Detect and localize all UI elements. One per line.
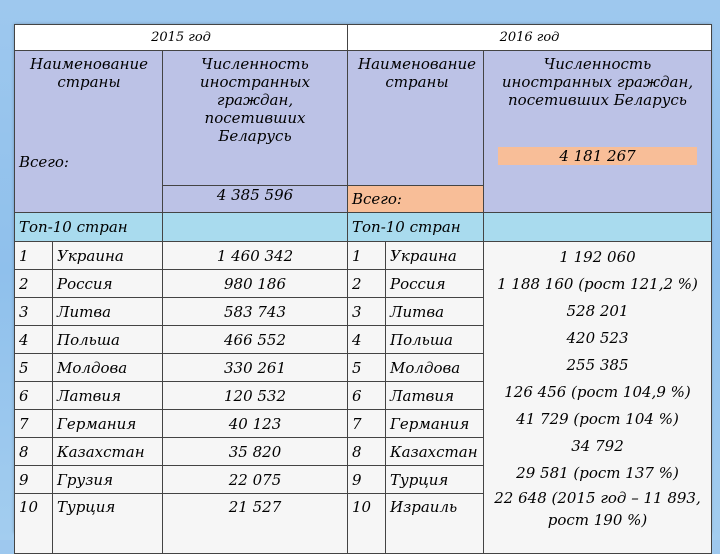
rank-2016: 7 bbox=[348, 410, 386, 438]
rank-2016: 6 bbox=[348, 382, 386, 410]
country-2015: Латвия bbox=[53, 382, 163, 410]
table-row bbox=[15, 242, 712, 270]
top10-row bbox=[15, 213, 712, 242]
rank-2015: 2 bbox=[15, 270, 53, 298]
total-label-2015: Всего: bbox=[19, 153, 69, 171]
country-2016: Украина bbox=[386, 242, 484, 270]
country-2015: Грузия bbox=[53, 466, 163, 494]
value-2015: 980 186 bbox=[163, 270, 348, 298]
rank-2016: 4 bbox=[348, 326, 386, 354]
country-2015: Литва bbox=[53, 298, 163, 326]
value-2015: 330 261 bbox=[163, 354, 348, 382]
value-2015: 583 743 bbox=[163, 298, 348, 326]
country-2015: Молдова bbox=[53, 354, 163, 382]
value-2016: 29 581 (рост 137 %) bbox=[516, 464, 679, 482]
country-name-header-text-2015: Наименование страны bbox=[29, 55, 148, 91]
rank-2016: 5 bbox=[348, 354, 386, 382]
top10-empty-2015 bbox=[163, 213, 348, 242]
tourism-table bbox=[14, 24, 712, 554]
value-2016: 255 385 bbox=[566, 356, 629, 374]
value-2016: 420 523 bbox=[566, 329, 629, 347]
rank-2015: 9 bbox=[15, 466, 53, 494]
year-2015-header: 2015 год bbox=[15, 25, 348, 51]
rank-2015: 7 bbox=[15, 410, 53, 438]
country-2016: Литва bbox=[386, 298, 484, 326]
value-2015: 21 527 bbox=[163, 494, 348, 554]
value-2016: 1 188 160 (рост 121,2 %) bbox=[497, 275, 698, 293]
top10-empty-2016 bbox=[484, 213, 712, 242]
rank-2015: 5 bbox=[15, 354, 53, 382]
value-2016: 34 792 bbox=[571, 437, 624, 455]
year-row bbox=[15, 25, 712, 51]
rank-2015: 10 bbox=[15, 494, 53, 554]
values-2016-column bbox=[484, 242, 712, 554]
country-2016: Израиль bbox=[386, 494, 484, 554]
country-2015: Украина bbox=[53, 242, 163, 270]
column-header-row bbox=[15, 51, 712, 186]
value-2016: 41 729 (рост 104 %) bbox=[516, 410, 679, 428]
rank-2015: 3 bbox=[15, 298, 53, 326]
country-2015: Турция bbox=[53, 494, 163, 554]
value-2015: 466 552 bbox=[163, 326, 348, 354]
country-2015: Казахстан bbox=[53, 438, 163, 466]
country-name-header-2016 bbox=[348, 51, 484, 186]
rank-2016: 10 bbox=[348, 494, 386, 554]
country-2016: Россия bbox=[386, 270, 484, 298]
rank-2016: 9 bbox=[348, 466, 386, 494]
value-2015: 35 820 bbox=[163, 438, 348, 466]
count-header-2015: Численность иностранных граждан, посетивших Беларусь bbox=[163, 51, 348, 186]
rank-2015: 6 bbox=[15, 382, 53, 410]
country-2016: Латвия bbox=[386, 382, 484, 410]
rank-2016: 8 bbox=[348, 438, 386, 466]
value-2015: 40 123 bbox=[163, 410, 348, 438]
country-name-header-text-2016: Наименование страны bbox=[357, 55, 476, 91]
total-value-2015: 4 385 596 bbox=[163, 186, 348, 213]
country-2016: Польша bbox=[386, 326, 484, 354]
country-2016: Германия bbox=[386, 410, 484, 438]
country-2015: Германия bbox=[53, 410, 163, 438]
total-label-2016: Всего: bbox=[348, 186, 484, 213]
value-2015: 120 532 bbox=[163, 382, 348, 410]
rank-2015: 1 bbox=[15, 242, 53, 270]
top10-label-2015: Топ-10 стран bbox=[15, 213, 163, 242]
country-2016: Казахстан bbox=[386, 438, 484, 466]
rank-2015: 8 bbox=[15, 438, 53, 466]
year-2016-header: 2016 год bbox=[348, 25, 712, 51]
value-2015: 22 075 bbox=[163, 466, 348, 494]
value-2016: 528 201 bbox=[566, 302, 629, 320]
country-name-header-2015 bbox=[15, 51, 163, 213]
rank-2015: 4 bbox=[15, 326, 53, 354]
country-2015: Россия bbox=[53, 270, 163, 298]
country-2016: Турция bbox=[386, 466, 484, 494]
value-2016: 126 456 (рост 104,9 %) bbox=[504, 383, 691, 401]
value-2016: 22 648 (2015 год – 11 893, рост 190 %) bbox=[494, 489, 701, 529]
rank-2016: 2 bbox=[348, 270, 386, 298]
value-2015: 1 460 342 bbox=[163, 242, 348, 270]
country-2015: Польша bbox=[53, 326, 163, 354]
top10-label-2016: Топ-10 стран bbox=[348, 213, 484, 242]
value-2016: 1 192 060 bbox=[559, 248, 636, 266]
country-2016: Молдова bbox=[386, 354, 484, 382]
rank-2016: 1 bbox=[348, 242, 386, 270]
total-value-2016: 4 181 267 bbox=[498, 147, 697, 165]
rank-2016: 3 bbox=[348, 298, 386, 326]
count-header-2016: Численность иностранных граждан, посетивших Беларусь 4 181 267 bbox=[484, 51, 712, 213]
